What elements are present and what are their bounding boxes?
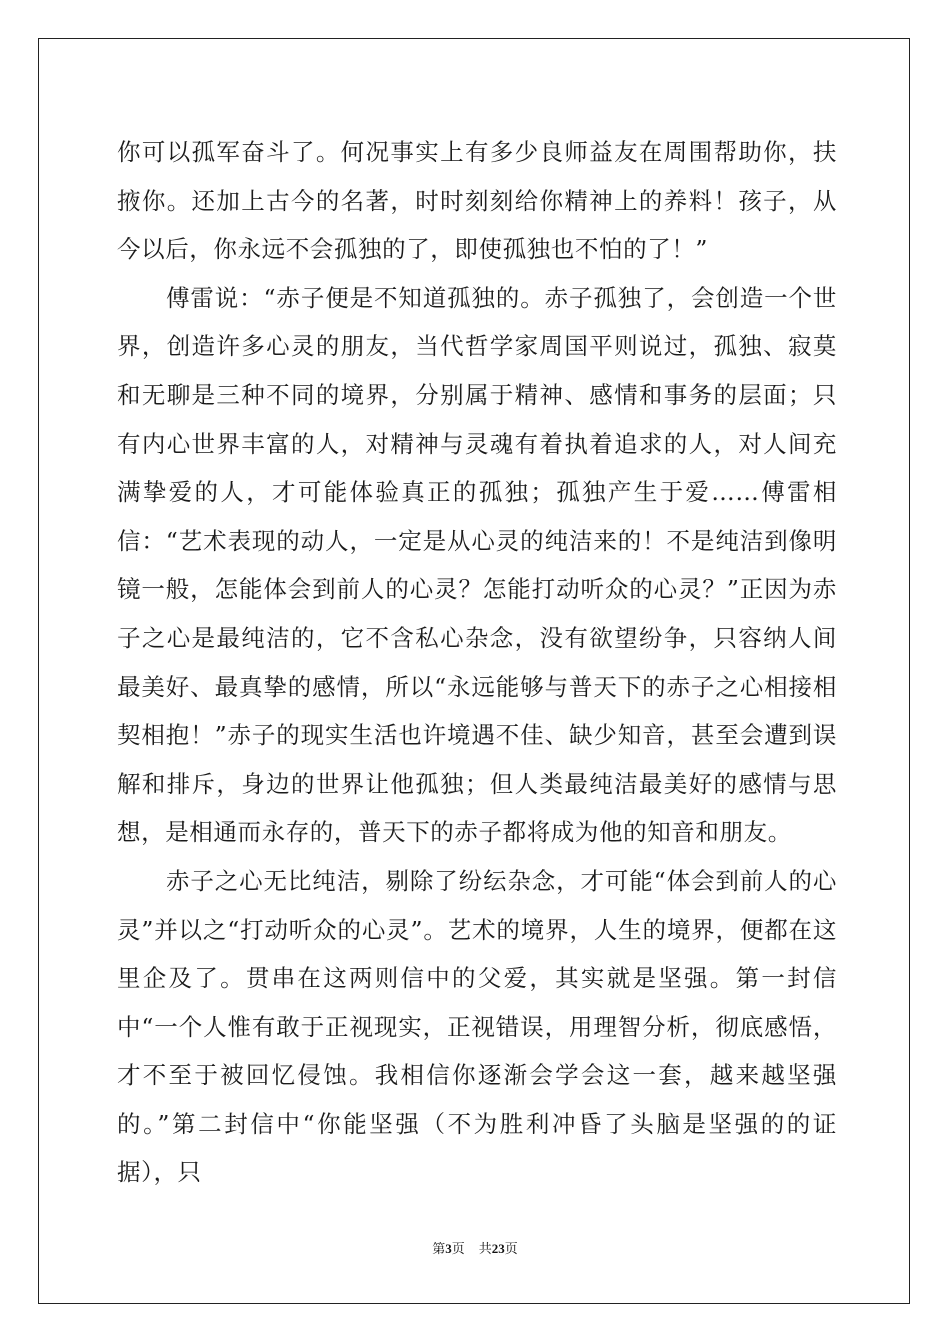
total-pages: 23 xyxy=(491,1241,505,1256)
page-prefix: 第 xyxy=(432,1241,446,1256)
paragraph-1: 你可以孤军奋斗了。何况事实上有多少良师益友在周围帮助你，扶掖你。还加上古今的名著，时时刻刻给你精神上的养料！孩子，从今以后，你永远不会孤独的了，即使孤独也不怕的了！” xyxy=(117,138,837,264)
total-prefix: 共 xyxy=(478,1241,492,1256)
total-suffix: 页 xyxy=(504,1241,518,1256)
paragraph-3: 赤子之心无比纯洁，剔除了纷纭杂念，才可能“体会到前人的心灵”并以之“打动听众的心灵”。艺术的境界，人生的境界，便都在这里企及了。贯串在这两则信中的父爱，其实就是坚强。第一封信中“一个人惟有敢于正视现实，正视错误，用理智分析，彻底感悟，才不至于被回忆侵蚀。我相信你逐渐会学会这一套，越来越坚强的。”第二封信中“你能坚强（不为胜利冲昏了头脑是坚强的的证据），只 xyxy=(117,866,837,1187)
page-suffix: 页 xyxy=(451,1241,465,1256)
document-body xyxy=(117,128,837,1197)
paragraph-2: 傅雷说：“赤子便是不知道孤独的。赤子孤独了，会创造一个世界，创造许多心灵的朋友，当代哲学家周国平则说过，孤独、寂莫和无聊是三种不同的境界，分别属于精神、感情和事务的层面；只有内心世界丰富的人，对精神与灵魂有着执着追求的人，对人间充满挚爱的人，才可能体验真正的孤独；孤独产生于爱……傅雷相信：“艺术表现的动人，一定是从心灵的纯洁来的！不是纯洁到像明镜一般，怎能体会到前人的心灵？怎能打动听众的心灵？”正因为赤子之心是最纯洁的，它不含私心杂念，没有欲望纷争，只容纳人间最美好、最真挚的感情，所以“永远能够与普天下的赤子之心相接相契相抱！”赤子的现实生活也许境遇不佳、缺少知音，甚至会遭到误解和排斥，身边的世界让他孤独；但人类最纯洁最美好的感情与思想，是相通而永存的，普天下的赤子都将成为他的知音和朋友。 xyxy=(117,283,837,847)
page-footer xyxy=(0,1238,950,1257)
page-number: 3 xyxy=(445,1241,452,1256)
